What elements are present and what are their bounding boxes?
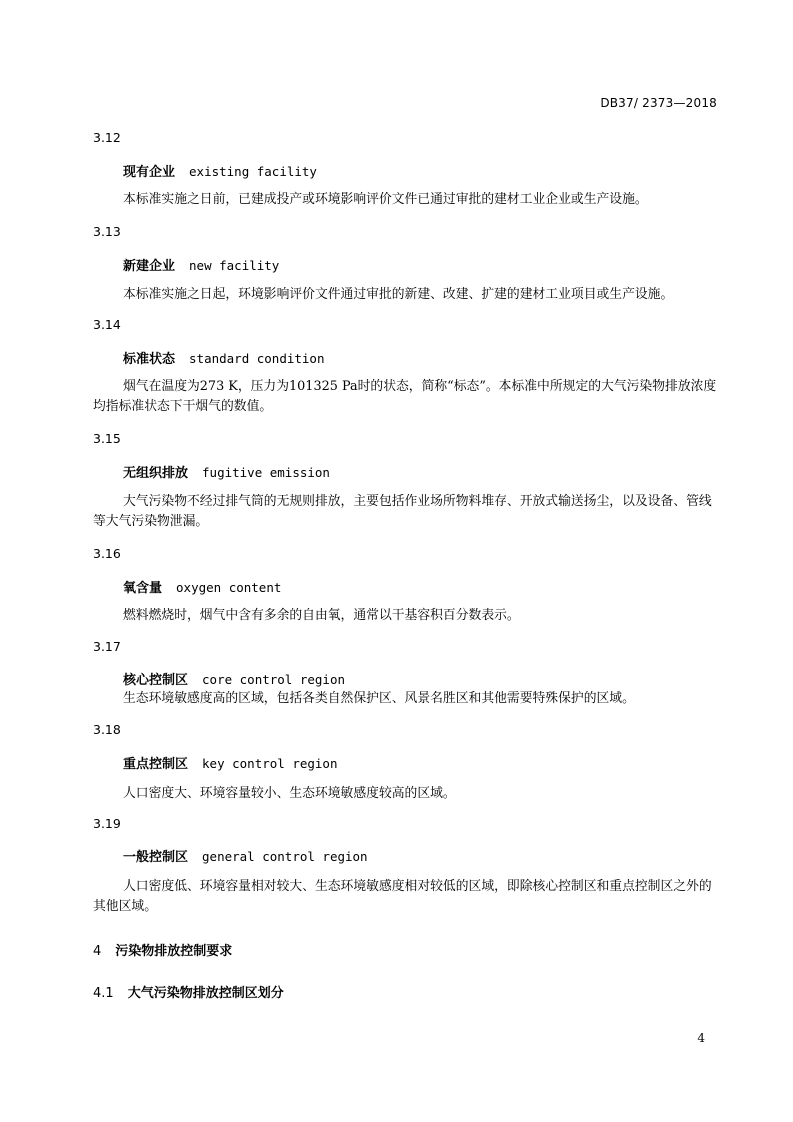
term-cn: 无组织排放: [123, 466, 189, 481]
term-cn: 现有企业: [123, 165, 176, 180]
section-number: 4: [93, 944, 102, 959]
term-definition: 生态环境敏感度高的区域，包括各类自然保护区、风景名胜区和其他需要特殊保护的区域。: [123, 691, 635, 706]
term-heading: [123, 753, 337, 772]
term-heading: [123, 577, 281, 596]
term-cn: 氧含量: [123, 581, 163, 596]
term-heading: [123, 846, 368, 865]
term-cn: 核心控制区: [123, 673, 189, 688]
section-heading: [93, 940, 232, 959]
subsection-number: 4.1: [93, 986, 114, 1001]
term-definition: 大气污染物不经过排气筒的无规则排放，主要包括作业场所物料堆存、开放式输送扬尘，以及设备、管线等大气污染物泄漏。: [93, 494, 712, 529]
term-definition: 本标准实施之日前，已建成投产或环境影响评价文件已通过审批的建材工业企业或生产设施。: [123, 192, 648, 207]
term-cn: 标准状态: [123, 352, 176, 367]
clause-number: 3.17: [93, 639, 121, 654]
term-en: core control region: [202, 672, 346, 687]
term-definition: 烟气在温度为273 K，压力为101325 Pa时的状态，简称“标态”。本标准中所规定的大气污染物排放浓度均指标准状态下干烟气的数值。: [93, 379, 717, 414]
term-en: existing facility: [189, 164, 317, 179]
clause-number: 3.15: [93, 431, 121, 446]
standard-code-header: DB37/ 2373—2018: [600, 96, 717, 110]
subsection-title: 大气污染物排放控制区划分: [127, 986, 284, 1001]
clause-number: 3.16: [93, 546, 121, 561]
clause-number: 3.12: [93, 130, 121, 145]
term-heading: [123, 348, 324, 367]
clause-number: 3.14: [93, 317, 121, 332]
term-cn: 新建企业: [123, 259, 176, 274]
term-definition: 人口密度大、环境容量较小、生态环境敏感度较高的区域。: [123, 786, 456, 801]
term-heading: [123, 161, 317, 180]
term-en: new facility: [189, 258, 280, 273]
term-heading: [123, 255, 279, 274]
term-heading: [123, 462, 330, 481]
term-definition: 人口密度低、环境容量相对较大、生态环境敏感度相对较低的区域，即除核心控制区和重点控制区之外的其他区域。: [93, 879, 712, 914]
clause-number: 3.18: [93, 722, 121, 737]
term-en: general control region: [202, 849, 368, 864]
term-definition: 燃料燃烧时，烟气中含有多余的自由氧，通常以干基容积百分数表示。: [123, 608, 520, 623]
term-en: key control region: [202, 756, 338, 771]
term-cn: 重点控制区: [123, 757, 189, 772]
term-cn: 一般控制区: [123, 850, 189, 865]
term-en: standard condition: [189, 351, 325, 366]
section-title: 污染物排放控制要求: [115, 944, 233, 959]
term-definition: 本标准实施之日起，环境影响评价文件通过审批的新建、改建、扩建的建材工业项目或生产设施。: [123, 287, 674, 302]
page-number: 4: [697, 1031, 705, 1045]
term-heading: [123, 669, 345, 688]
subsection-heading: [93, 982, 284, 1001]
term-en: fugitive emission: [202, 465, 330, 480]
clause-number: 3.13: [93, 224, 121, 239]
term-en: oxygen content: [176, 580, 282, 595]
clause-number: 3.19: [93, 816, 121, 831]
